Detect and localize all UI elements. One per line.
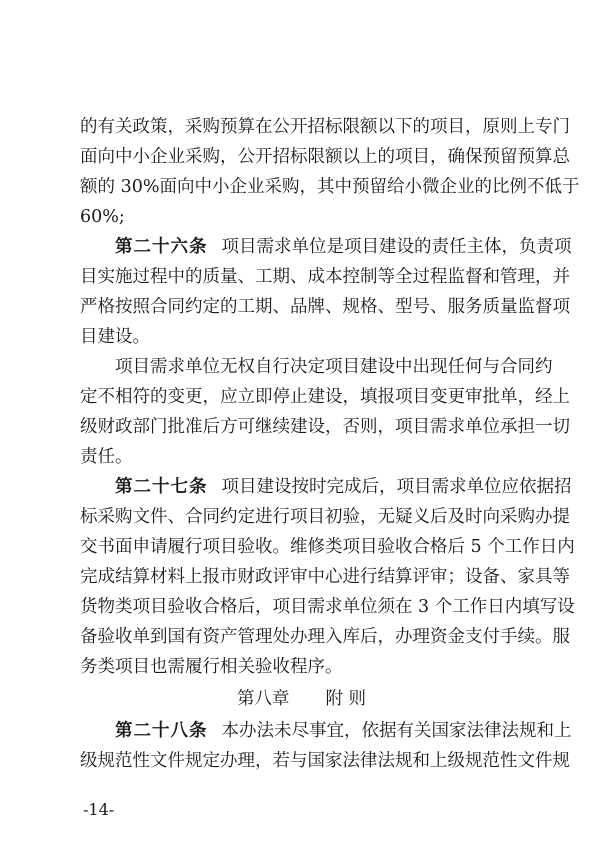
chapter-title: 附 则 bbox=[325, 689, 367, 709]
text-line: 严格按照合同约定的工期、品牌、规格、型号、服务质量监督项 bbox=[80, 297, 570, 317]
text-line: 额的 30%面向中小企业采购，其中预留给小微企业的比例不低于 bbox=[80, 177, 580, 197]
text-line: 责任。 bbox=[80, 447, 133, 467]
text-line: 级财政部门批准后方可继续建设，否则，项目需求单位承担一切 bbox=[80, 417, 570, 437]
text-line: 备验收单到国有资产管理处办理入库后，办理资金支付手续。服 bbox=[80, 627, 570, 647]
text-line: 项目需求单位无权自行决定项目建设中出现任何与合同约 bbox=[115, 357, 553, 377]
text-line: 交书面申请履行项目验收。维修类项目验收合格后 5 个工作日内 bbox=[80, 537, 575, 557]
text-line: 目建设。 bbox=[80, 327, 150, 347]
article-label: 第二十八条 bbox=[115, 721, 208, 741]
text-line: 完成结算材料上报市财政评审中心进行结算评审；设备、家具等 bbox=[80, 567, 570, 587]
text-line: 标采购文件、合同约定进行项目初验，无疑义后及时向采购办提 bbox=[80, 507, 570, 527]
text-line: 目实施过程中的质量、工期、成本控制等全过程监督和管理，并 bbox=[80, 267, 570, 287]
article-text: 项目需求单位是项目建设的责任主体，负责项 bbox=[221, 237, 572, 257]
text-line: 定不相符的变更，应立即停止建设，填报项目变更审批单，经上 bbox=[80, 387, 570, 407]
article-text: 项目建设按时完成后，项目需求单位应依据招 bbox=[221, 477, 572, 497]
text-line: 级规范性文件规定办理，若与国家法律法规和上级规范性文件规 bbox=[80, 751, 570, 771]
article-text: 本办法未尽事宜，依据有关国家法律法规和上 bbox=[221, 721, 572, 741]
article-label: 第二十六条 bbox=[115, 237, 208, 257]
chapter-number: 第八章 bbox=[236, 689, 290, 709]
text-line: 60%; bbox=[80, 207, 125, 227]
chapter-heading bbox=[0, 688, 603, 710]
article-26-first-line bbox=[115, 236, 572, 258]
text-line: 的有关政策，采购预算在公开招标限额以下的项目，原则上专门 bbox=[80, 117, 570, 137]
article-label: 第二十七条 bbox=[115, 477, 208, 497]
text-line: 面向中小企业采购，公开招标限额以上的项目，确保预留预算总 bbox=[80, 147, 570, 167]
page-number: -14- bbox=[83, 800, 115, 819]
text-line: 货物类项目验收合格后，项目需求单位须在 3 个工作日内填写设 bbox=[80, 597, 575, 617]
article-27-first-line bbox=[115, 476, 572, 498]
article-28-first-line bbox=[115, 720, 572, 742]
text-line: 务类项目也需履行相关验收程序。 bbox=[80, 657, 343, 677]
